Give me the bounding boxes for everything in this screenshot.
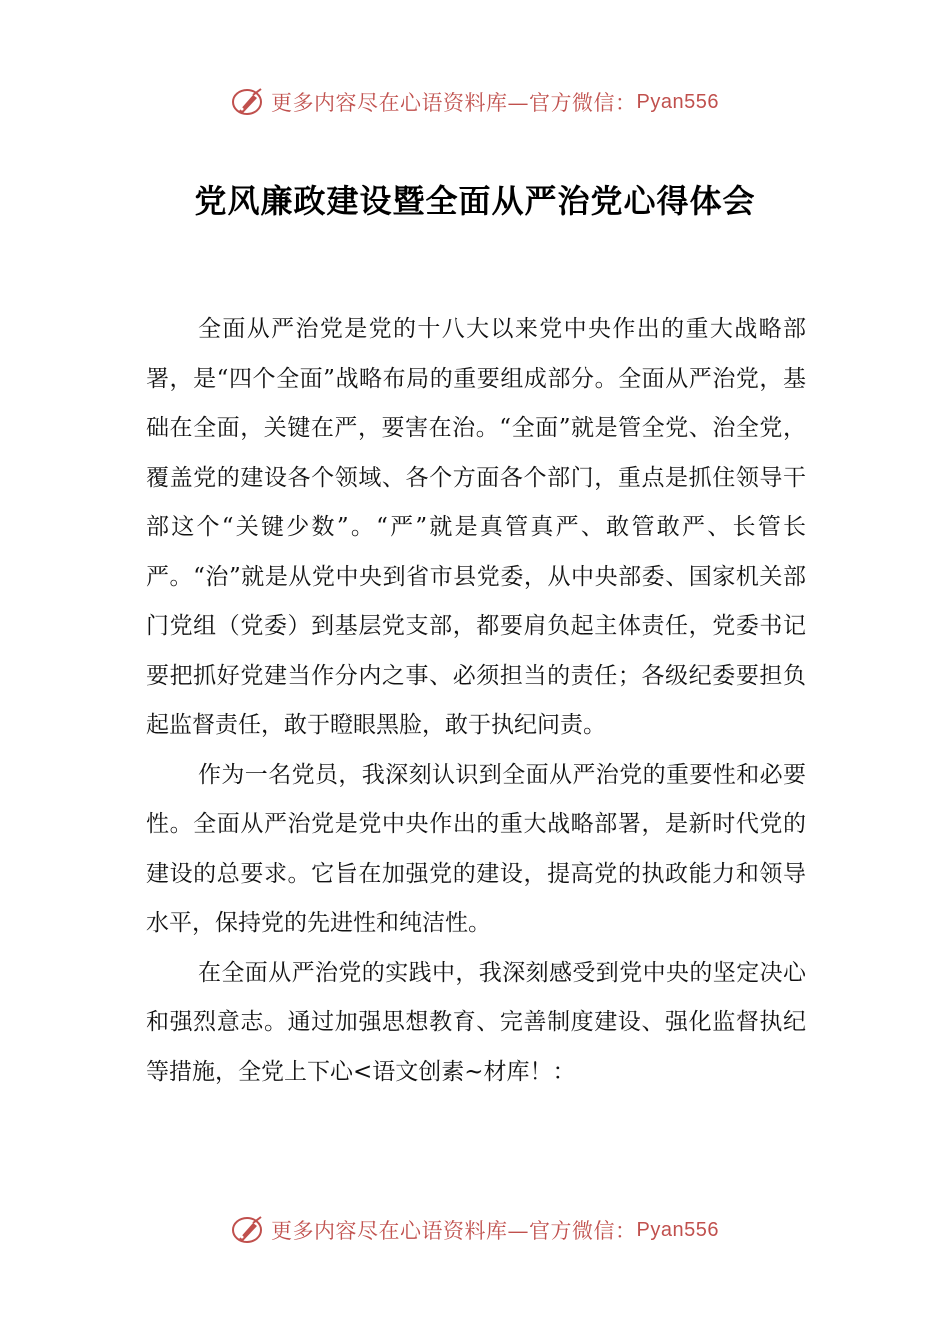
paragraph-2: 作为一名党员，我深刻认识到全面从严治党的重要性和必要性。全面从严治党是党中央作出的重大战略部署，是新时代党的建设的总要求。它旨在加强党的建设，提高党的执政能力和领导水平，保持党的先进性和纯洁性。 <box>146 761 806 936</box>
header-banner-wechat-id: Pyan556 <box>636 90 719 113</box>
pen-nib-logo-icon <box>231 87 265 117</box>
footer-banner-wechat-id: Pyan556 <box>636 1218 719 1241</box>
document-title: 党风廉政建设暨全面从严治党心得体会 <box>194 182 756 220</box>
pen-nib-logo-icon <box>231 1215 265 1245</box>
header-banner[interactable] <box>0 82 950 122</box>
paragraph-3: 在全面从严治党的实践中，我深刻感受到党中央的坚定决心和强烈意志。通过加强思想教育、完善制度建设、强化监督执纪等措施，全党上下心<语文创素~材库！： <box>146 959 806 1085</box>
document-body <box>146 305 806 1097</box>
footer-banner-text: 更多内容尽在心语资料库—官方微信： <box>271 1219 637 1243</box>
paragraph-1: 全面从严治党是党的十八大以来党中央作出的重大战略部署，是“四个全面”战略布局的重要组成部分。全面从严治党，基础在全面，关键在严，要害在治。“全面”就是管全党、治全党，覆盖党的建设各个领域、各个方面各个部门，重点是抓住领导干部这个“关键少数”。“严”就是真管真严、敢管敢严、长管长严。“治”就是从党中央到省市县党委，从中央部委、国家机关部门党组（党委）到基层党支部，都要肩负起主体责任，党委书记要把抓好党建当作分内之事、必须担当的责任；各级纪委要担负起监督责任，敢于瞪眼黑脸，敢于执纪问责。 <box>146 316 806 738</box>
footer-banner[interactable] <box>0 1210 950 1250</box>
header-banner-text: 更多内容尽在心语资料库—官方微信： <box>271 91 637 115</box>
